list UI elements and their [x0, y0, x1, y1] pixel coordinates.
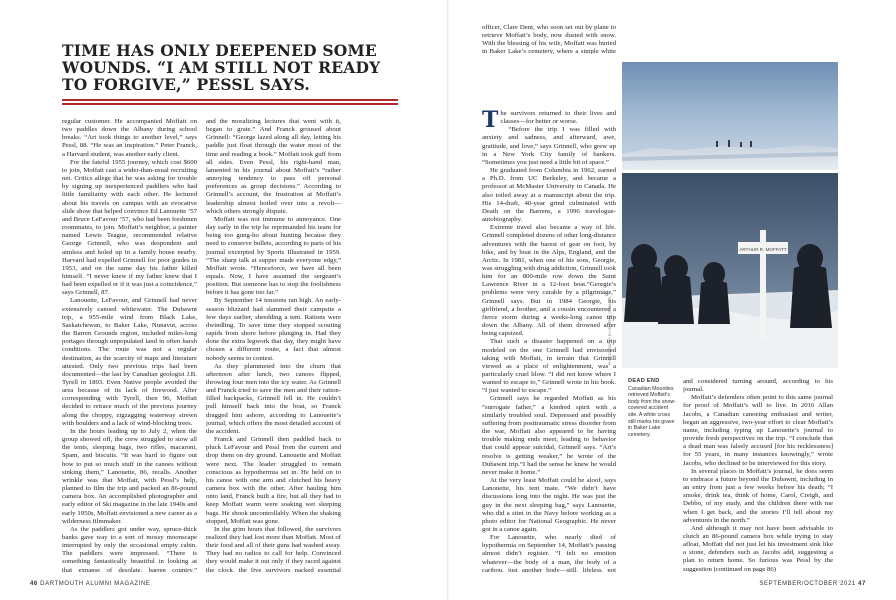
paragraph: Moffatt was not immune to annoyance. One day early in the trip he reprimanded his team for being too gung-ho about hunting because they need to conserve bullets, according to parts of his journal excerpted by Sports Illustrated in 1959. “The sharp talk at supper made everyone edgy,” Moffatt wrote. “Henceforce, we have all been equals. Now, I have assumed the sergeant’s position. But someone has to stop the foolishness before it has gone too far.” [206, 215, 341, 297]
pull-quote [62, 42, 402, 93]
photo-caption [628, 378, 676, 438]
pull-quote-rule-top [62, 99, 398, 101]
paragraph: By September 14 tensions ran high. An early-season blizzard had slammed their campsite a few days earlier, shredding a tent. Rations were dwindling. To save time they stopped scouting rapids from shore before plunging in. Had they done the extra legwork that day, they might have chosen a different route, a fact that almost nobody seems to contest. [206, 297, 341, 362]
paragraph [482, 110, 616, 133]
body-column-3-top [482, 24, 616, 54]
folio-right [759, 581, 866, 587]
paragraph: and considered turning around, according to his journal. [683, 378, 833, 394]
body-column-4 [683, 378, 833, 572]
grave-photo [622, 62, 838, 368]
paragraph: officer, Clare Dent, who soon set out by plane to retrieve Moffatt’s body, now dusted with snow. With the blessing of his wife, Moffatt was buried in Baker Lake’s cemetery, where a simple white [482, 24, 616, 54]
body-column-2 [206, 118, 341, 572]
paragraph: That such a disaster happened on a trip modeled on the one Grinnell had envisioned taking with Moffatt, in terrain that Grinnell viewed as a place of enlightenment, was a particularly cruel blow. “I did not know where I wanted to escape to,” Grinnell wrote in his book. “I just wanted to escape.” [482, 338, 616, 395]
photo-credit: PHOTOGRAPHY BY GEORGE GRINNELL [608, 295, 612, 365]
page-number-right: 47 [858, 581, 866, 587]
page-gutter [447, 0, 449, 600]
body-column-1 [62, 118, 197, 572]
issue-date: SEPTEMBER/OCTOBER 2021 [759, 581, 856, 587]
page-number-left: 46 [30, 581, 38, 587]
paragraph: Extreme travel also became a way of life. Grinnell completed dozens of other long-distance adventures with the barest of gear on foot, by bike, and by boat in the Alps, England, and the Arctic. In 1981, when one of his sons, Georgie, was struggling with drug addiction, Grinnell took him for an 800-mile row down the Saint Lawrence River in a 12-foot boat.“Georgie’s problems were very curable by a pilgrimage,” Grinnell says. But in 1984 Georgie, his girlfriend, a brother, and a cousin encountered a fierce storm during a weeks-long canoe trip down the Albany. All of them drowned after being capsized. [482, 224, 616, 338]
paragraph: He graduated from Columbia in 1962, earned a Ph.D. from UC Berkeley, and became a professor at McMaster University in Canada. He also toiled away at a manuscript about the trip. His 14-draft, 40-year grind culminated with Death on the Barrens, a 1996 travelogue-autobiography. [482, 167, 616, 224]
paragraph: In the hours leading up to July 2, when the group showed off, the crew struggled to stow all the tents, sleeping bags, two rifles, macaroni, Spam, and biscuits. “It was hard to figure out how to put so much stuff in the canoes without sinking them,” Lanouette, 86, recalls. Another wrinkle was that Moffatt, with Pessl’s help, planned to film the trip and packed an 86-pound camera box. An accomplished photographer and early editor of Ski magazine in the late 1940s and early 1950s, Moffatt envisioned a new career as a wilderness filmmaker. [62, 427, 197, 525]
caption-title: DEAD END [628, 378, 660, 384]
paragraph: For Lanouette, who nearly died of hypothermia on September 14, Moffatt’s passing almost didn’t register. “I felt no emotion whatever—the body of a man, the body of a caribou, just another body—still, lifeless, not [482, 534, 616, 572]
paragraph-text: he survivors returned to their lives and classes—for better or worse. [500, 110, 616, 126]
pull-quote-line-1: TIME HAS ONLY DEEPENED SOME [62, 41, 377, 60]
pull-quote-rule-bottom [62, 103, 398, 105]
paragraph: Moffatt’s defenders often point to this same journal for proof of Moffatt’s will to live. In 2016 Allan Jacobs, a Canadian canoeing enthusiast and writer, began an aggressive, two-year effort to clear Moffatt’s name, including typing up Lanouette’s journal to provide fresh perspectives on the trip. “I conclude that a dead man was falsely accused [for his recklessness] for 55 years, in many instances knowingly,” wrote Jacobs, who declined to be interviewed for this story. [683, 394, 833, 467]
paragraph: As the paddlers got under way, spruce-thick banks gave way to a sort of mossy moonscape interrupted by only the occasional empty cabin. The paddlers were impressed. “There is something fantastically beautiful in looking at that expanse of desolate, barren country,” [62, 525, 197, 572]
magazine-name: DARTMOUTH ALUMNI MAGAZINE [40, 581, 151, 587]
paragraph: and the moralizing lectures that went with it, began to grate.” And Franck groused about Grinnell: “George lazed along all day, letting his paddle just float through the water most of the time and reading a book.” Moffatt took guff from all sides. Even Pessl, his right-hand man, lamented in his journal about Moffatt’s “rather annoying tendency to pass off personal preferences as group decisions.” According to Grinnell’s account, the frustration at Moffatt’s leadership almost boiled over into a revolt—which others strongly dispute. [206, 118, 341, 215]
paragraph: For the fateful 1955 journey, which cost $600 to join, Moffatt cast a wider-than-usual recruiting net. Critics allege that he was asking for trouble by signing up inexperienced paddlers who had little familiarity with each other. He lectured about his travels on campus with an evocative slide show that helped convince Ed Lanouette ’57 and Bruce LeFavour ’57, who had been freshmen roommates, to join. Moffatt’s neighbor, a painter named Lewis Teague, recommended relative George Grinnell, who was despondent and aimless and holed up in a family house nearby. Harvard had expelled Grinnell for poor grades in 1953, and on the same day his father killed himself. “I never knew if my father knew that I had been expelled or if it was just a coincidence,” says Grinnell, 87. [62, 158, 197, 297]
pull-quote-line-3: TO FORGIVE,” PESSL SAYS. [62, 75, 311, 94]
paragraph: As they plummeted into the churn that afternoon after lunch, two canoes flipped, throwing four men into the icy water. As Grinnell and Franck tried to save the men and their ration-filled backpacks, Grinnell fell in. He couldn’t pull himself back into the boat, so Franck dragged him ashore, according to Lanouette’s journal, which offers the most detailed account of the accident. [206, 362, 341, 435]
caption-text: Canadian Mounties retrieved Moffatt’s body from the snow-covered accident site. A white cross still marks his grave in Baker Lake cemetery. [628, 385, 676, 438]
paragraph: regular customer. He accompanied Moffatt on two paddles down the Albany during school breaks. “Art took things to another level,” says Pessl, 88. “He was an inspiration.” Peter Franck, a Harvard student, was another early client. [62, 118, 197, 158]
pull-quote-line-2: WOUNDS. “I AM STILL NOT READY [62, 58, 381, 77]
body-column-3 [482, 110, 616, 572]
paragraph: In several places in Moffatt’s journal, he does seem to embrace a future beyond the Dubawnt, including in an entry from just a few weeks before his death; “I smoke, drink tea, think of home, Carol, Creigh, and Debbo, of my study, and the children there with me when I get back, and the stories I’ll tell about my adventures in the north.” [683, 467, 833, 524]
paragraph: “Before the trip I was filled with anxiety and sadness, and afterward, awe, gratitude, and love,” says Grinnell, who grew up in a New York City family of bankers. “Sometimes you just need a little bit of space.” [482, 126, 616, 166]
paragraph: Grinnell says he regarded Moffatt as his “surrogate father,” a kindred spirit with a similarly troubled soul. Depressed and possibly suffering from posttraumatic stress disorder from the war, Moffatt also appeared to be having trouble making ends meet, leading to behavior that could appear suicidal, Grinnell says. “Art’s resolve is getting weaker,” he wrote of the Dubawnt trip.“I had the sense he knew he would never make it home.” [482, 395, 616, 476]
paragraph: At the very least Moffatt could be aloof, says Lanouette, his tent mate. “We didn’t have discussions long into the night. He was just the guy in the next sleeping bag,” says Lanouette, who did a stint in the Navy before working as a photo editor for National Geographic. He never got in a canoe again. [482, 477, 616, 533]
paragraph: And although it may not have been advisable to clutch an 86-pound camera box while trying to stay afloat, Moffatt did not just let his investment sink like a stone, defenders such as Jacobs add, suggesting a plan to return home. So furious was Pessl by the suggestion (continued on page 86) [683, 524, 833, 572]
cross-inscription: ARTHUR R. MOFFATT [739, 247, 787, 252]
paragraph: Lanouette, LeFavour, and Grinnell had never extensively canoed whitewater. The Dubawnt trip, a 955-mile wind from Black Lake, Saskatchewan, to Baker Lake, Nunavut, across the Barren Grounds region, included miles-long portages through unpopulated land in often harsh conditions. The route was not a regular destination, as the scarcity of maps and literature attested. Only two previous trips had been documented—the last by Canadian geologist J.B. Tyrell in 1893. Even Native people avoided the area because of its lack of firewood. After corresponding with Tyrell, then 96, Moffatt decided to retrace much of the previous journey along the choppy, zigzagging waterway strewn with boulders and a lack of wind-blocking trees. [62, 297, 197, 427]
folio-left [30, 581, 150, 587]
paragraph: Franck and Grinnell then paddled back to pluck LeFavour and Pessl from the current and drop them on dry ground. Lanouette and Moffatt were next. The leader struggled to remain conscious as hypothermia set in. He held on to his canoe with one arm and clutched his heavy camera box with the other. After hauling him onto land, Franck built a fire, but all they had to keep Moffatt warm were soaking wet sleeping bags. He shook uncontrollably. When the shaking stopped, Moffatt was gone. [206, 436, 341, 525]
paragraph: In the grim hours that followed, the survivors realized they had lost more than Moffatt. Most of their food and all of their guns had washed away. They had no radios to call for help. Convinced they would make it out only if they raced against the clock, the five survivors packed essential [206, 525, 341, 572]
grave-photo-illustration [622, 62, 838, 368]
drop-cap: T [482, 110, 499, 133]
